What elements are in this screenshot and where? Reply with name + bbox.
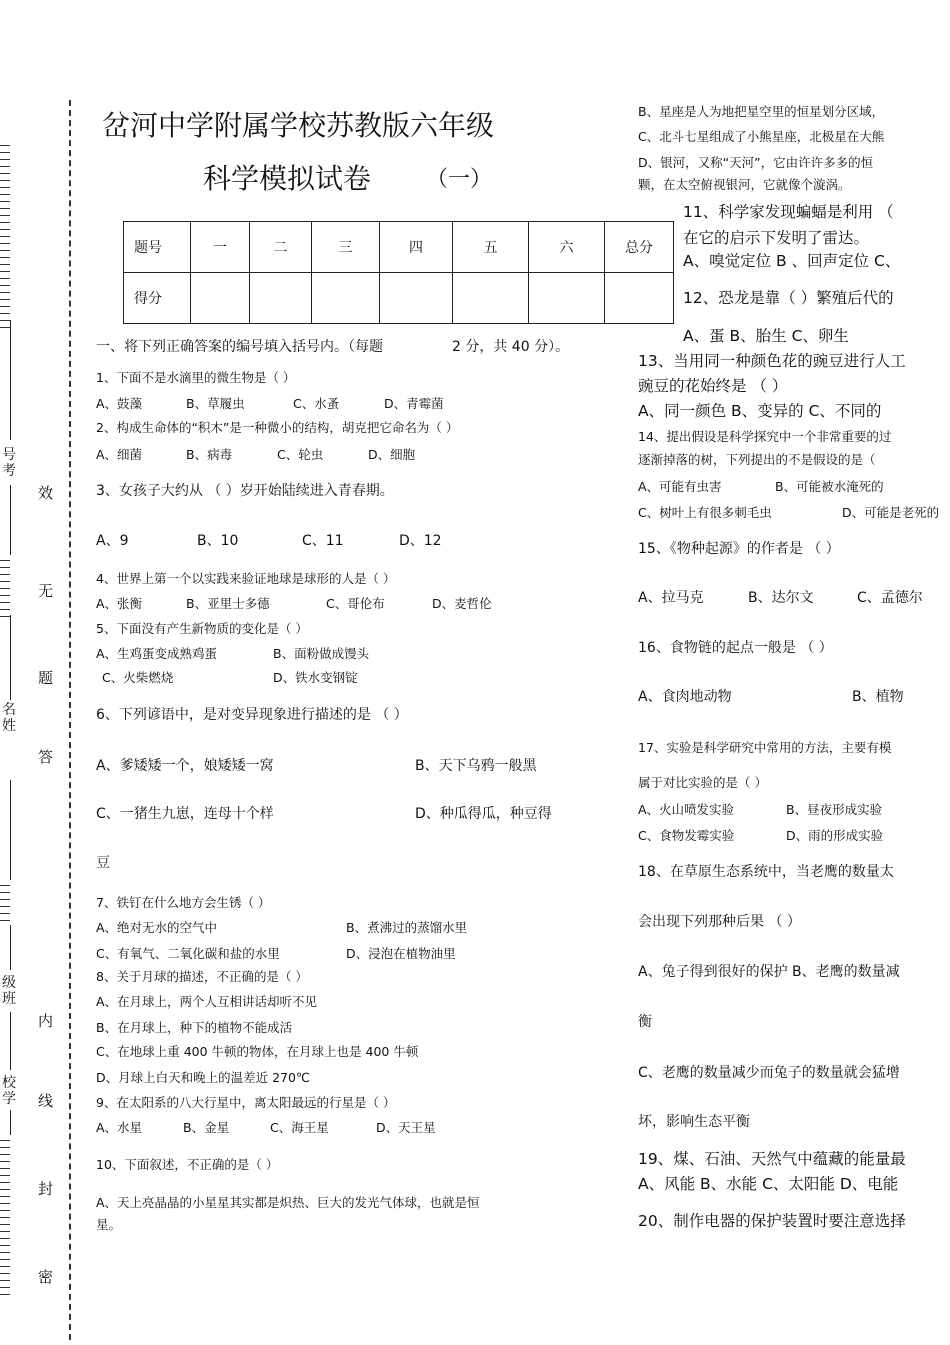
- sealed-line-char: 密: [38, 1268, 54, 1286]
- question-6: 6、下列谚语中，是对变异现象进行描述的是 （ ）: [96, 707, 408, 723]
- score-cell[interactable]: [250, 273, 312, 324]
- q9-option: C、海王星: [270, 1120, 329, 1135]
- score-header-cell: 四: [380, 222, 453, 273]
- sealed-line-char: 答: [38, 748, 54, 766]
- q7-option: A、绝对无水的空气中: [96, 920, 218, 935]
- q16-option: B、植物: [852, 689, 904, 705]
- q14-option: C、树叶上有很多刺毛虫: [638, 505, 772, 520]
- q10-option-a-continued: 星。: [96, 1217, 122, 1232]
- q8-option: B、在月球上，种下的植物不能成活: [96, 1020, 293, 1035]
- margin-hatch-1: [0, 145, 10, 334]
- score-cell[interactable]: [312, 273, 380, 324]
- score-cell[interactable]: [453, 273, 529, 324]
- score-table-header-row: [124, 222, 674, 273]
- score-cell[interactable]: [605, 273, 674, 324]
- q6-option: D、种瓜得瓜，种豆得: [415, 806, 552, 822]
- q4-option: A、张衡: [96, 596, 143, 611]
- score-row-label: 得分: [124, 273, 191, 324]
- question-3: 3、女孩子大约从 （ ）岁开始陆续进入青春期。: [96, 483, 394, 499]
- q11-options: A、嗅觉定位 B 、回声定位 C、: [683, 252, 901, 270]
- q7-option: D、浸泡在植物油里: [346, 946, 456, 961]
- q9-option: B、金星: [183, 1120, 230, 1135]
- q15-option: B、达尔文: [748, 590, 814, 606]
- score-cell[interactable]: [529, 273, 605, 324]
- q14-option: A、可能有虫害: [638, 479, 722, 494]
- score-header-cell: 题号: [124, 222, 191, 273]
- score-header-cell: 三: [312, 222, 380, 273]
- score-header-cell: 一: [191, 222, 250, 273]
- margin-label: 姓: [2, 718, 16, 734]
- question-8: 8、关于月球的描述，不正确的是（ ）: [96, 969, 308, 984]
- question-18-continued: 会出现下列那种后果 （ ）: [638, 914, 801, 930]
- margin-label: 校: [2, 1075, 16, 1091]
- q3-option: A、9: [96, 533, 129, 549]
- margin-hatch-4: [0, 1140, 10, 1301]
- question-10: 10、下面叙述，不正确的是（ ）: [96, 1157, 279, 1172]
- sealed-line-char: 内: [38, 1012, 54, 1030]
- q17-option: C、食物发霉实验: [638, 828, 735, 843]
- score-cell[interactable]: [191, 273, 250, 324]
- sealed-line-char: 线: [38, 1092, 54, 1110]
- q1-option: D、青霉菌: [384, 396, 444, 411]
- question-5: 5、下面没有产生新物质的变化是（ ）: [96, 621, 308, 636]
- q6-option-continued: 豆: [96, 855, 110, 871]
- q14-option: D、可能是老死的: [842, 505, 940, 520]
- q16-option: A、食肉地动物: [638, 689, 732, 705]
- q3-option: B、10: [197, 533, 239, 549]
- score-cell[interactable]: [380, 273, 453, 324]
- binding-dashed-line: [69, 100, 71, 1340]
- sealed-line-char: 题: [38, 669, 54, 687]
- q9-option: D、天王星: [376, 1120, 436, 1135]
- q4-option: D、麦哲伦: [432, 596, 492, 611]
- q2-option: B、病毒: [186, 447, 233, 462]
- question-20: 20、制作电器的保护装置时要注意选择: [638, 1212, 906, 1230]
- q10-option-c: C、北斗七星组成了小熊星座，北极星在大熊: [638, 129, 885, 144]
- q12-options: A、蛋 B、胎生 C、卵生: [683, 327, 849, 345]
- margin-label: 班: [2, 991, 16, 1007]
- q8-option: C、在地球上重 400 牛顿的物体，在月球上也是 400 牛顿: [96, 1044, 419, 1059]
- title-number: （一）: [426, 167, 493, 192]
- q8-option: D、月球上白天和晚上的温差近 270℃: [96, 1070, 310, 1085]
- section-heading: 一、将下列正确答案的编号填入括号内。（每题: [96, 339, 383, 355]
- question-17-continued: 属于对比实验的是（ ）: [638, 775, 767, 790]
- question-9: 9、在太阳系的八大行星中，离太阳最远的行星是（ ）: [96, 1095, 396, 1110]
- q17-option: A、火山喷发实验: [638, 802, 735, 817]
- q19-options: A、风能 B、水能 C、太阳能 D、电能: [638, 1175, 899, 1193]
- q18-option-c-continued: 坏，影响生态平衡: [638, 1114, 750, 1130]
- margin-hatch-2: [0, 560, 10, 623]
- q15-option: C、孟德尔: [857, 590, 923, 606]
- margin-label: 学: [2, 1091, 16, 1107]
- question-13: 13、当用同一种颜色花的豌豆进行人工: [638, 352, 906, 370]
- q2-option: A、细菌: [96, 447, 143, 462]
- q17-option: D、雨的形成实验: [786, 828, 884, 843]
- q2-option: D、细胞: [368, 447, 416, 462]
- q18-option-c: C、老鹰的数量减少而兔子的数量就会猛增: [638, 1065, 900, 1081]
- title-line-1: 岔河中学附属学校苏教版六年级: [102, 109, 495, 142]
- score-header-cell: 五: [453, 222, 529, 273]
- q8-option: A、在月球上，两个人互相讲话却听不见: [96, 994, 318, 1009]
- q10-option-b: B、星座是人为地把星空里的恒星划分区域，: [638, 104, 885, 119]
- margin-label: 考: [2, 463, 16, 479]
- q5-option: A、生鸡蛋变成熟鸡蛋: [96, 646, 218, 661]
- question-13-continued: 豌豆的花始终是 （ ）: [638, 377, 788, 395]
- margin-label: 名: [2, 702, 16, 718]
- q18-option-a: A、兔子得到很好的保护 B、老鹰的数量减: [638, 964, 900, 980]
- question-14: 14、提出假设是科学探究中一个非常重要的过: [638, 429, 892, 444]
- q3-option: C、11: [302, 533, 344, 549]
- q4-option: B、亚里士多德: [186, 596, 270, 611]
- section-heading-points: 2 分，共 40 分）。: [452, 339, 570, 355]
- q17-option: B、昼夜形成实验: [786, 802, 883, 817]
- q9-option: A、水星: [96, 1120, 143, 1135]
- question-14-continued: 逐渐掉落的树，下列提出的不是假设的是（: [638, 452, 876, 467]
- q7-option: B、煮沸过的蒸馏水里: [346, 920, 468, 935]
- q1-option: C、水蚤: [293, 396, 340, 411]
- title-line-2: 科学模拟试卷: [203, 162, 372, 195]
- question-18: 18、在草原生态系统中，当老鹰的数量太: [638, 864, 894, 880]
- question-11: 11、科学家发现蝙蝠是利用 （: [683, 203, 894, 221]
- q6-option: B、天下乌鸦一般黑: [415, 758, 537, 774]
- sealed-line-char: 封: [38, 1180, 54, 1198]
- sealed-line-char: 无: [38, 582, 54, 600]
- q10-option-d-continued: 颗，在太空俯视银河，它就像个漩涡。: [638, 177, 851, 192]
- score-table-row: [124, 273, 674, 324]
- question-2: 2、构成生命体的“积木”是一种微小的结构，胡克把它命名为（ ）: [96, 420, 459, 435]
- q7-option: C、有氧气、二氧化碳和盐的水里: [96, 946, 280, 961]
- margin-label: 级: [2, 975, 16, 991]
- question-12: 12、恐龙是靠（ ）繁殖后代的: [683, 289, 894, 307]
- q10-option-d: D、银河，又称“天河”，它由许许多多的恒: [638, 155, 874, 170]
- q1-option: A、鼓藻: [96, 396, 143, 411]
- question-7: 7、铁钉在什么地方会生锈（ ）: [96, 895, 271, 910]
- q13-options: A、同一颜色 B、变异的 C、不同的: [638, 402, 882, 420]
- score-header-cell: 二: [250, 222, 312, 273]
- question-15: 15、《物种起源》的作者是 （ ）: [638, 541, 840, 557]
- q2-option: C、轮虫: [277, 447, 324, 462]
- score-table: [123, 221, 674, 324]
- q10-option-a: A、天上亮晶晶的小星星其实都是炽热、巨大的发光气体球，也就是恒: [96, 1195, 480, 1210]
- question-16: 16、食物链的起点一般是 （ ）: [638, 640, 833, 656]
- sealed-line-char: 效: [38, 484, 54, 502]
- question-1: 1、下面不是水滴里的微生物是（ ）: [96, 370, 296, 385]
- q6-option: A、爹矮矮一个，娘矮矮一窝: [96, 758, 274, 774]
- q5-option: D、铁水变钢锭: [273, 670, 358, 685]
- q5-option: C、火柴燃烧: [102, 670, 174, 685]
- margin-label: 号: [2, 447, 16, 463]
- q1-option: B、草履虫: [186, 396, 245, 411]
- q5-option: B、面粉做成馒头: [273, 646, 370, 661]
- q4-option: C、哥伦布: [326, 596, 385, 611]
- question-4: 4、世界上第一个以实践来验证地球是球形的人是（ ）: [96, 571, 396, 586]
- score-header-cell: 六: [529, 222, 605, 273]
- score-header-cell: 总分: [605, 222, 674, 273]
- q18-option-a-continued: 衡: [638, 1014, 652, 1030]
- q6-option: C、一猪生九崽，连母十个样: [96, 806, 274, 822]
- q15-option: A、拉马克: [638, 590, 704, 606]
- question-17: 17、实验是科学研究中常用的方法，主要有模: [638, 740, 892, 755]
- question-19: 19、煤、石油、天然气中蕴藏的能量最: [638, 1150, 906, 1168]
- q14-option: B、可能被水淹死的: [775, 479, 884, 494]
- q3-option: D、12: [399, 533, 442, 549]
- question-11-continued: 在它的启示下发明了雷达。: [683, 229, 870, 247]
- margin-hatch-3: [0, 885, 10, 927]
